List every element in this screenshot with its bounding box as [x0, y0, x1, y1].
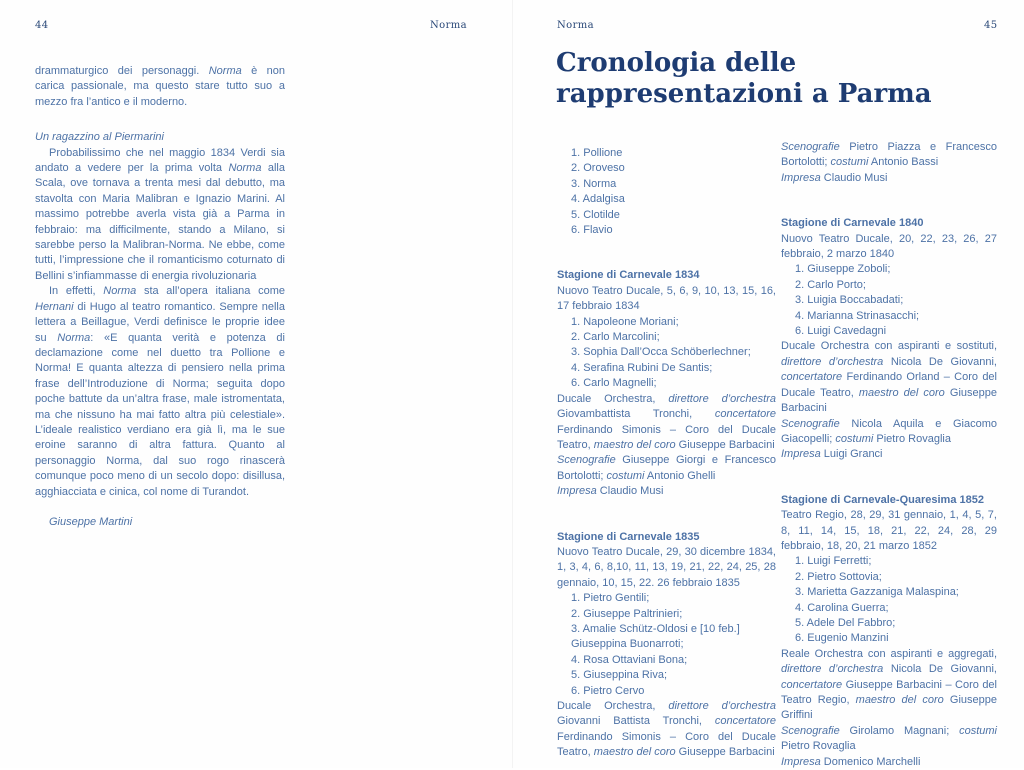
italic-text-run: concertatore [714, 715, 776, 728]
cast-item: 5. Adele Del Fabbro; [795, 616, 896, 629]
role-item: 3. Norma [571, 177, 617, 190]
paragraph [781, 508, 997, 554]
italic-text-run: Un ragazzino al Piermarini [35, 131, 164, 144]
text-run: Giuseppe Barbacini [675, 438, 775, 451]
text-run: In effetti, [49, 285, 104, 298]
role-item: 2. Oroveso [571, 162, 625, 175]
text-run: Nicola De Giovanni, [883, 663, 997, 676]
text-run: Giuseppe Barbacini – Coro del Teatro Regio, [781, 678, 997, 706]
paragraph [557, 545, 776, 591]
season-heading: Stagione di Carnevale 1840 [781, 217, 924, 230]
italic-text-run: maestro del coro [593, 438, 676, 451]
role-item: 5. Clotilde [571, 208, 620, 221]
season-heading: Stagione di Carnevale 1835 [557, 530, 700, 543]
cast-item: 2. Giuseppe Paltrinieri; [571, 607, 683, 620]
italic-text-run: Norma [57, 331, 91, 344]
paragraph [557, 699, 776, 761]
italic-text-run: costumi [830, 156, 869, 169]
text-run: Giuseppe Barbacini [675, 746, 775, 759]
text-run: Ferdinando Simonis – Coro del Ducale Teatro, [557, 423, 776, 451]
running-head-right: Norma [557, 20, 594, 31]
italic-text-run: costumi [959, 724, 997, 737]
italic-text-run: concertatore [714, 408, 776, 421]
italic-text-run: Impresa [781, 448, 821, 461]
section-subhead [35, 130, 285, 145]
italic-text-run: Scenografie [781, 141, 840, 153]
text-run: Ducale Orchestra, [557, 700, 669, 712]
cast-item: 6. Luigi Cavedagni [795, 325, 887, 338]
page-number-left: 44 [35, 20, 49, 31]
text-run: Nicola De Giovanni, [883, 355, 997, 368]
text-run: Antonio Bassi [868, 156, 939, 169]
cast-item: 2. Carlo Porto; [795, 278, 866, 291]
cast-list [781, 554, 997, 646]
text-run: Nuovo Teatro Ducale, 5, 6, 9, 10, 13, 15, 16, 17 febbraio 1834 [557, 284, 776, 313]
page-seam [512, 0, 513, 768]
role-item: 1. Pollione [571, 147, 623, 159]
text-run: Ducale Orchestra con aspiranti e sostituti, [781, 340, 997, 353]
cast-item: 6. Pietro Cervo [571, 684, 645, 697]
text-run: Giovanni Battista Tronchi, [557, 715, 715, 728]
text-run: Girolamo Magnani; [839, 724, 960, 737]
paragraph [781, 447, 997, 462]
cast-item: 5. Giuseppina Riva; [571, 669, 667, 682]
text-run: Domenico Marchelli [820, 755, 921, 768]
cast-item: 4. Marianna Strinasacchi; [795, 309, 920, 322]
cast-item: 1. Giuseppe Zoboli; [795, 263, 891, 276]
chapter-title-line-2: rappresentazioni a Parma [556, 79, 932, 109]
chapter-title [556, 48, 986, 110]
text-run: Nuovo Teatro Ducale, 20, 22, 23, 26, 27 febbraio, 2 marzo 1840 [781, 232, 997, 261]
paragraph [557, 453, 776, 484]
paragraph [35, 284, 285, 500]
italic-text-run: Scenografie [781, 417, 840, 430]
paragraph [781, 417, 997, 448]
italic-text-run: Impresa [557, 485, 597, 498]
cast-item: 2. Carlo Marcolini; [571, 331, 660, 344]
role-item: 4. Adalgisa [571, 193, 625, 206]
italic-text-run: concertatore [781, 371, 843, 384]
italic-text-run: Norma [208, 65, 242, 77]
paragraph [781, 171, 997, 186]
text-run: è non carica passionale, ma questo stare tutto suo a mezzo fra l’antico e il moderno. [35, 65, 285, 108]
paragraph [781, 339, 997, 416]
text-run: Pietro Piazza e Francesco Bortolotti; [781, 141, 997, 169]
text-run: Claudio Musi [596, 485, 664, 498]
italic-text-run: direttore d’orchestra [781, 663, 884, 676]
paragraph [557, 392, 776, 454]
italic-text-run: Impresa [781, 171, 821, 184]
running-head-left: Norma [430, 20, 467, 31]
cast-item: 4. Rosa Ottaviani Bona; [571, 653, 688, 666]
italic-text-run: maestro del coro [855, 694, 944, 706]
role-list [557, 146, 776, 238]
italic-text-run: maestro del coro [593, 746, 676, 759]
italic-text-run: concertatore [781, 678, 843, 691]
italic-text-run: Impresa [781, 755, 821, 768]
italic-text-run: maestro del coro [858, 386, 945, 399]
cast-list [557, 591, 776, 699]
cast-list [781, 262, 997, 339]
paragraph [35, 146, 285, 285]
season-heading: Stagione di Carnevale 1834 [557, 269, 700, 282]
cast-item: 2. Pietro Sottovia; [795, 570, 882, 583]
cast-item: 3. Sophia Dall’Occa Schöberlechner; [571, 346, 751, 359]
text-run: Luigi Granci [820, 448, 883, 461]
text-run: Giuseppe Giorgi e Francesco Bortolotti; [557, 454, 776, 482]
chronology-column-2 [781, 140, 997, 770]
text-run: Giuseppe Griffini [781, 694, 997, 722]
paragraph [557, 484, 776, 499]
text-run: Ferdinando Simonis – Coro del Ducale Teatro, [557, 730, 776, 759]
role-item: 6. Flavio [571, 224, 613, 237]
text-run: Nuovo Teatro Ducale, 29, 30 dicembre 1834, 1, 3, 4, 6, 8,10, 11, 13, 19, 21, 22, 24, 25, 28 gennaio, 10, 15, 22. 26 febbraio 1835 [557, 545, 776, 589]
italic-text-run: Norma [103, 285, 137, 298]
italic-text-run: direttore d’orchestra [668, 700, 777, 712]
left-text-column [35, 64, 285, 530]
cast-item: 6. Carlo Magnelli; [571, 377, 657, 390]
italic-text-run: Scenografie [557, 454, 616, 467]
cast-item: 3. Marietta Gazzaniga Malaspina; [795, 586, 959, 599]
paragraph [781, 232, 997, 263]
cast-item: 1. Napoleone Moriani; [571, 315, 679, 328]
cast-item: 3. Amalie Schütz-Oldosi e [10 feb.] Giuseppina Buonarroti; [571, 622, 740, 651]
italic-text-run: direttore d’orchestra [668, 392, 777, 405]
text-run: alla Scala, ove tornava a trenta mesi dal debutto, ma stavolta con Maria Malibran e Ignazio Marini. Al massimo potrebbe averla vista già a Parma in febbraio: ma difficilmente, stando a Milano, si sarebbe perso la Malibran-Norma. Ne ebbe, come tutti, l’impressione che il romanticismo coturnato di Bellini s’infiammasse di energia rivoluzionaria [35, 162, 285, 282]
text-run: Giuseppe Barbacini [781, 386, 997, 415]
italic-text-run: costumi [835, 432, 874, 445]
text-run: Nicola Aquila e Giacomo Giacopelli; [781, 417, 997, 445]
text-run: : «E quanta verità e potenza di declamazione come nel duetto tra Pollione e Norma! E quanta altezza di pensiero nella prima frase dell’Introduzione di Norma; seguita dopo poche battute da un’altra frase, male istromentata, ma che nissuno ha mai fatto altra più celestiale». L’ideale realistico verdiano era già lì, ma le sue eroine saranno di altra fattura. Quanto al personaggio Norma, dal suo rogo rinascerà comunque poco meno di un secolo dopo: disillusa, agghiacciata e cinica, col nome di Turandot. [35, 331, 285, 498]
italic-text-run: costumi [606, 469, 645, 482]
text-run: Ducale Orchestra, [557, 392, 669, 405]
italic-text-run: direttore d’orchestra [781, 355, 884, 368]
cast-item: 1. Pietro Gentili; [571, 592, 650, 605]
author-signature [49, 515, 285, 530]
cast-list [557, 315, 776, 392]
italic-text-run: Hernani [35, 300, 74, 313]
text-run: drammaturgico dei personaggi. [35, 65, 209, 77]
paragraph [557, 284, 776, 315]
cast-item: 1. Luigi Ferretti; [795, 555, 872, 568]
text-run: Probabilissimo che nel maggio 1834 Verdi sia andato a vedere per la prima volta [35, 146, 285, 175]
text-run: Pietro Rovaglia [781, 740, 856, 753]
italic-text-run: Giuseppe Martini [49, 515, 133, 528]
paragraph [35, 64, 285, 110]
paragraph [781, 647, 997, 724]
season-heading: Stagione di Carnevale-Quaresima 1852 [781, 493, 984, 506]
text-run: Teatro Regio, 28, 29, 31 gennaio, 1, 4, 5, 7, 8, 11, 14, 15, 18, 21, 22, 24, 28, 29 febbraio, 18, 20, 21 marzo 1852 [781, 509, 997, 552]
paragraph [781, 724, 997, 755]
text-run: Antonio Ghelli [644, 469, 716, 482]
italic-text-run: Norma [228, 162, 262, 175]
cast-item: 4. Serafina Rubini De Santis; [571, 361, 713, 374]
page-number-right: 45 [984, 20, 998, 31]
cast-item: 6. Eugenio Manzini [795, 632, 889, 645]
chronology-column-1 [557, 140, 776, 761]
text-run: Pietro Rovaglia [873, 432, 951, 445]
cast-item: 4. Carolina Guerra; [795, 601, 889, 614]
text-run: sta all’opera italiana come [136, 285, 285, 298]
text-run: Claudio Musi [820, 171, 888, 184]
paragraph [781, 140, 997, 171]
text-run: Ferdinando Orland – Coro del Ducale Teatro, [781, 371, 997, 399]
text-run: Reale Orchestra con aspiranti e aggregati, [781, 647, 997, 660]
cast-item: 3. Luigia Boccabadati; [795, 294, 904, 307]
chapter-title-line-1: Cronologia delle [556, 48, 797, 78]
text-run: di Hugo al teatro romantico. Sempre nella lettera a Beillague, Verdi definisce le proprie idee su [35, 300, 285, 344]
italic-text-run: Scenografie [781, 724, 840, 737]
text-run: Giovambattista Tronchi, [557, 408, 715, 421]
